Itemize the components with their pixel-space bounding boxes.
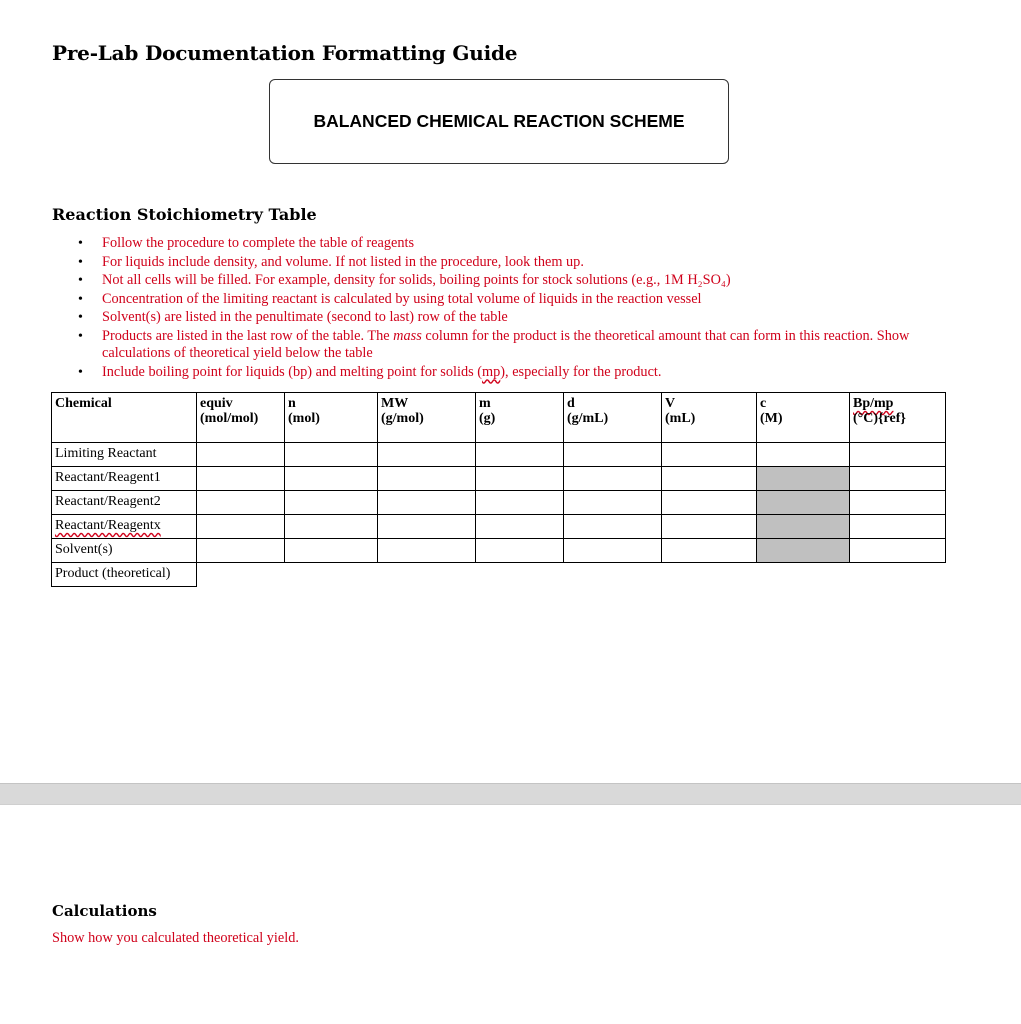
header-concentration: c (M) [757, 393, 850, 443]
instruction-list [70, 235, 930, 382]
shaded-cell [757, 515, 850, 539]
calculations-instruction: Show how you calculated theoretical yield. [52, 930, 299, 946]
header-chemical: Chemical [52, 393, 197, 443]
header-mass: m (g) [476, 393, 564, 443]
shaded-cell [757, 467, 850, 491]
instruction-item: • Products are listed in the last row of the table. The mass column for the product is the theoretical amount that can form in this reaction. Show calculations of theoretical yield below the table [78, 327, 910, 361]
calculations-title: Calculations [52, 902, 157, 920]
table-header-row [52, 393, 946, 443]
instruction-item: • Solvent(s) are listed in the penultimate (second to last) row of the table [78, 309, 508, 326]
header-n: n (mol) [285, 393, 378, 443]
reaction-scheme-box [269, 79, 729, 164]
row-label-limiting-reactant: Limiting Reactant [52, 443, 197, 467]
instruction-item: • For liquids include density, and volume. If not listed in the procedure, look them up. [78, 253, 584, 270]
instruction-item: • Concentration of the limiting reactant is calculated by using total volume of liquids in the reaction vessel [78, 290, 702, 307]
bullet-icon: • [78, 236, 83, 251]
table-row [52, 539, 946, 563]
reaction-scheme-label: BALANCED CHEMICAL REACTION SCHEME [313, 111, 685, 131]
header-volume: V (mL) [662, 393, 757, 443]
table-row [52, 467, 946, 491]
bullet-icon: • [78, 291, 83, 307]
table-row [52, 563, 946, 587]
bullet-icon: • [78, 328, 83, 344]
header-density: d (g/mL) [564, 393, 662, 443]
bullet-icon: • [78, 254, 83, 270]
instruction-item: • Follow the procedure to complete the table of reagents [78, 235, 415, 251]
shaded-cell [757, 491, 850, 515]
table-row [52, 443, 946, 467]
row-label-reagent2: Reactant/Reagent2 [52, 491, 197, 515]
table-row [52, 515, 946, 539]
row-label-solvent: Solvent(s) [52, 539, 197, 563]
page-divider [0, 783, 1021, 805]
bullet-icon: • [78, 310, 83, 326]
bullet-icon: • [78, 273, 83, 289]
header-equiv: equiv (mol/mol) [197, 393, 285, 443]
row-label-product: Product (theoretical) [52, 563, 197, 587]
stoichiometry-table [51, 392, 946, 587]
table-row [52, 491, 946, 515]
bullet-icon: • [78, 364, 83, 380]
shaded-cell [757, 539, 850, 563]
row-label-reagent1: Reactant/Reagent1 [52, 467, 197, 491]
page-title: Pre-Lab Documentation Formatting Guide [52, 41, 518, 65]
instruction-item: • Include boiling point for liquids (bp) and melting point for solids (mp), especially for the product. [78, 363, 662, 380]
instruction-item: • Not all cells will be filled. For example, density for solids, boiling points for stock solutions (e.g., 1M H₂SO₄) [78, 272, 731, 289]
header-mw: MW (g/mol) [378, 393, 476, 443]
section-title: Reaction Stoichiometry Table [52, 205, 317, 224]
row-label-reagentx: Reactant/Reagentx [52, 515, 197, 539]
header-bp-mp: Bp/mp (°C){ref} [850, 393, 946, 443]
